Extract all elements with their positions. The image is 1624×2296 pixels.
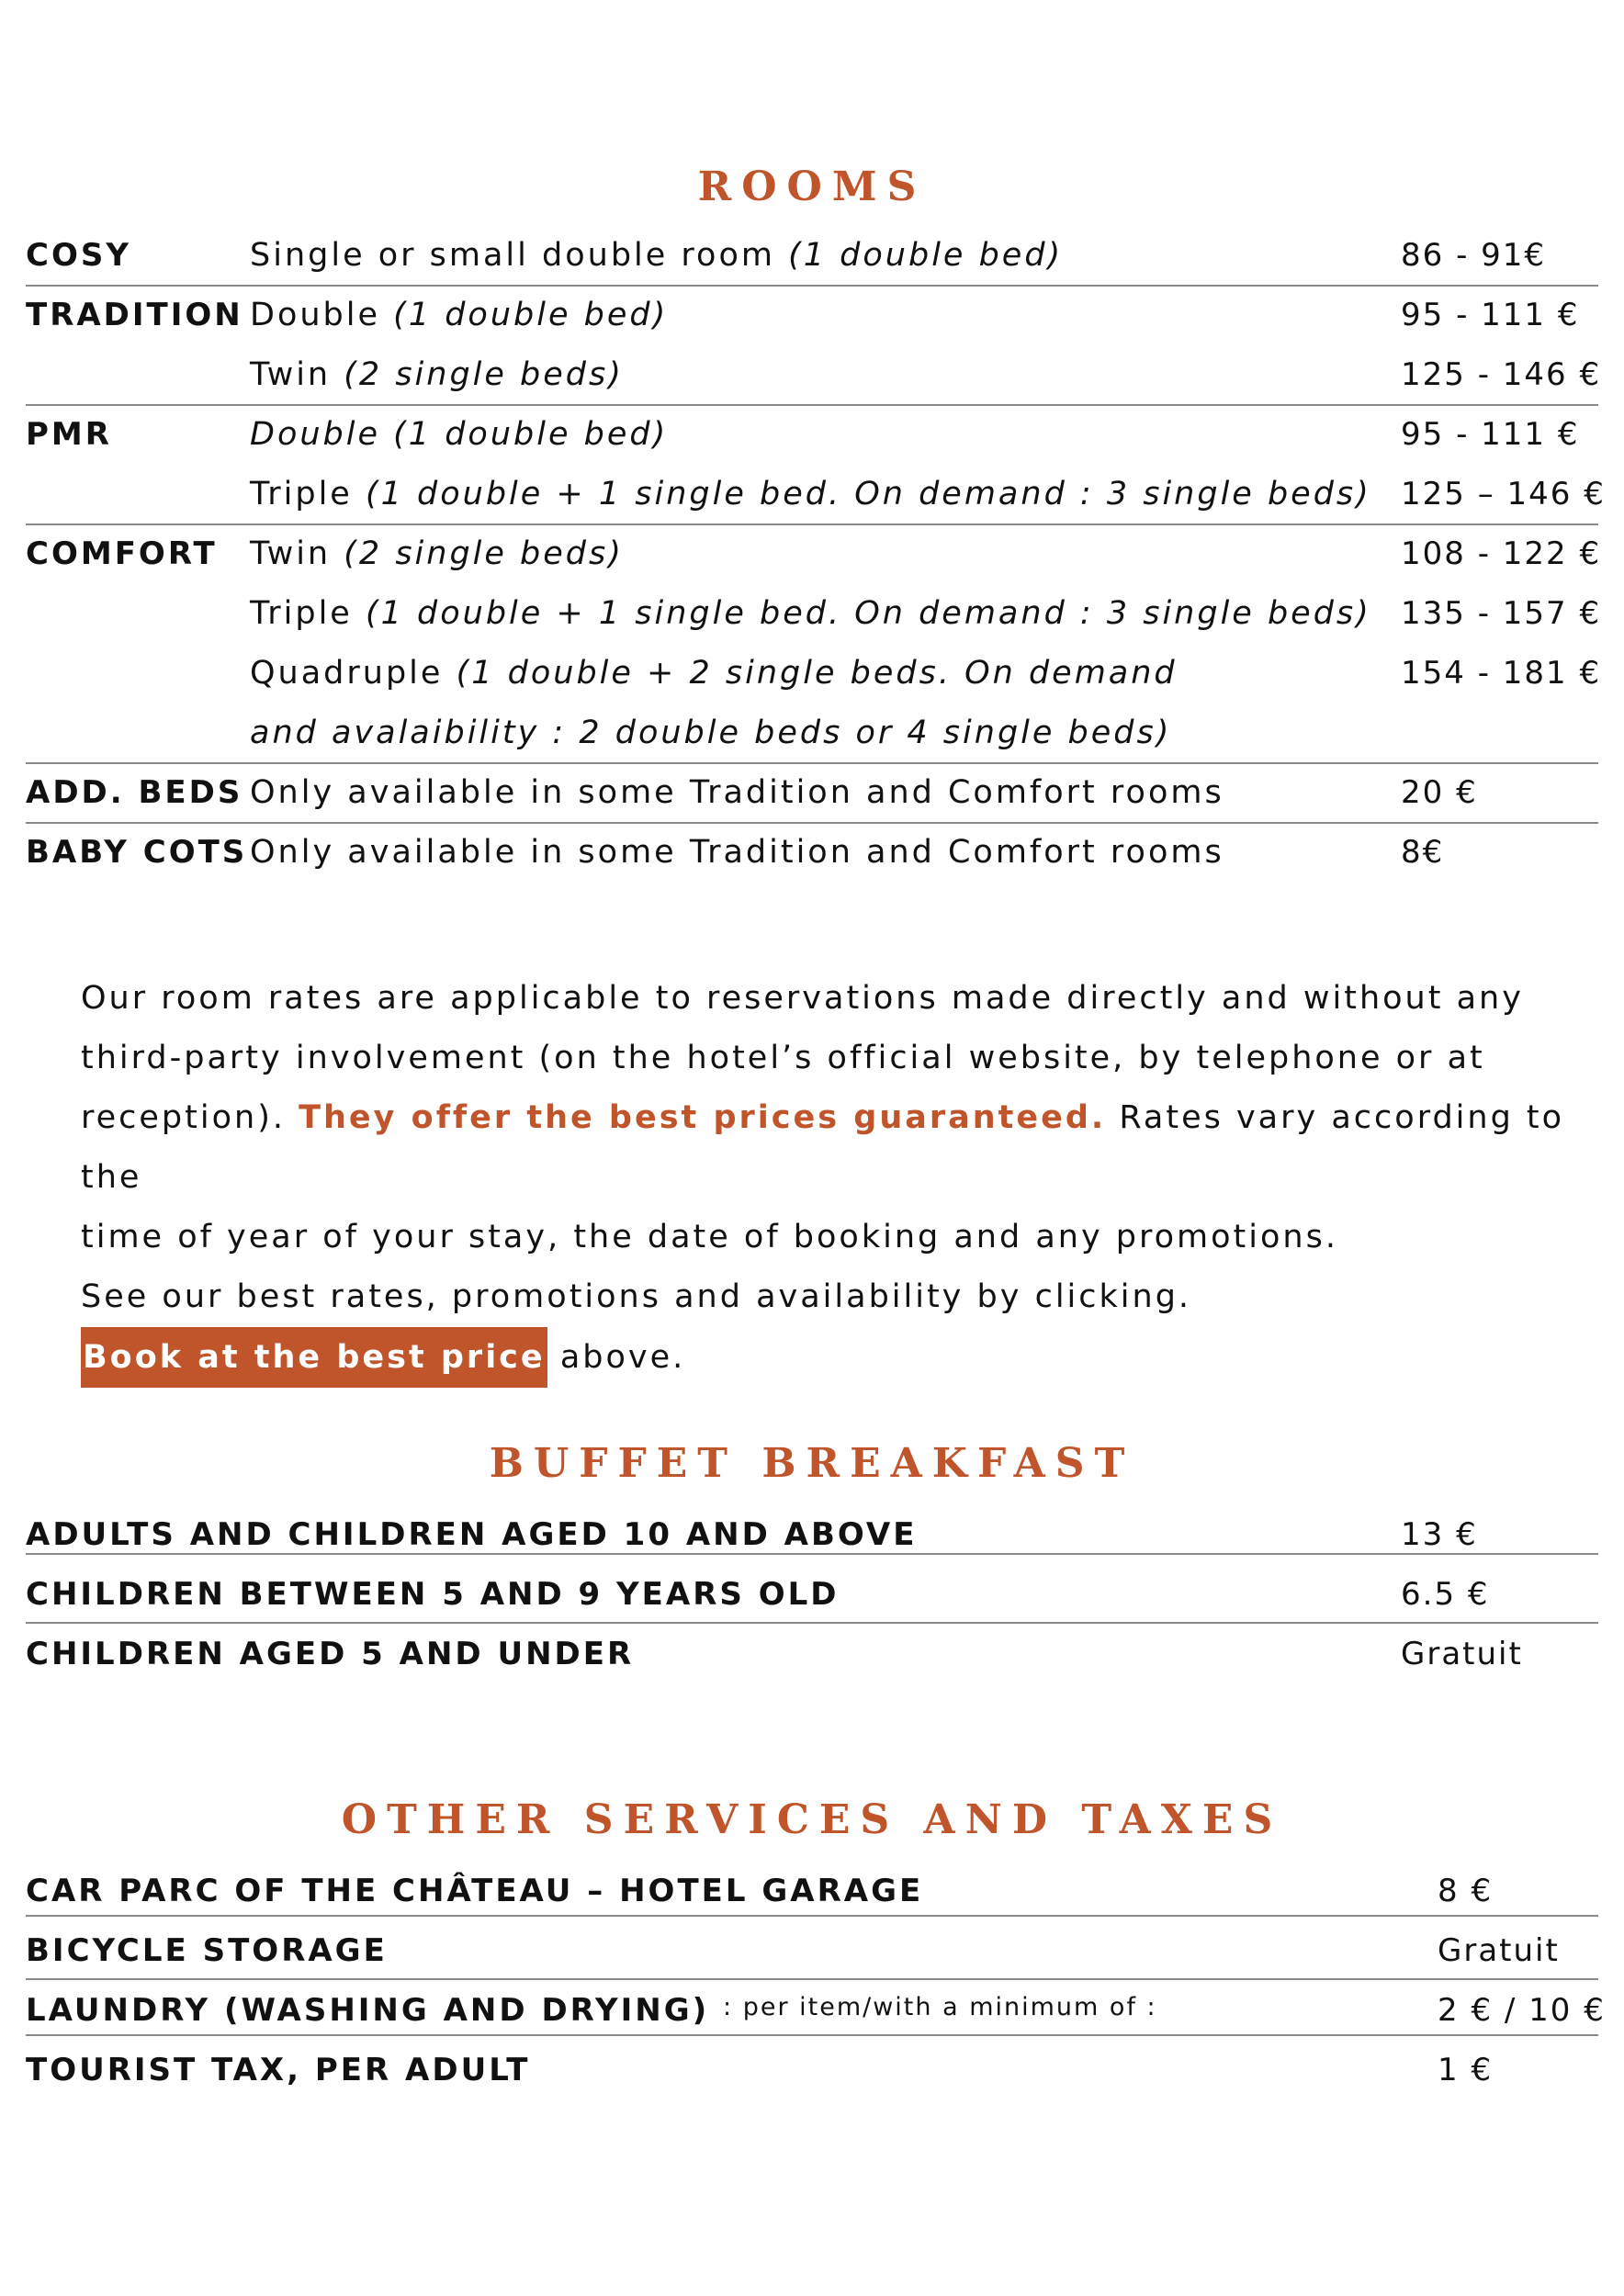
info-line [81,1088,1587,1208]
rates-info-paragraph [81,969,1587,1388]
room-label: Triple [250,595,353,632]
breakfast-price: 13 € [1401,1516,1478,1553]
breakfast-heading: BUFFET BREAKFAST [489,1440,1135,1487]
room-bed-detail: (1 double bed) [393,297,669,333]
room-bed-detail: (2 single beds) [344,356,624,393]
breakfast-item: CHILDREN BETWEEN 5 AND 9 YEARS OLD [26,1576,840,1613]
service-price: 8 € [1438,1873,1494,1909]
room-bed-detail: (1 double + 2 single beds. On demand [456,655,1178,692]
service-price: 1 € [1438,2052,1494,2088]
room-label: Twin [250,356,332,393]
divider [26,1915,1598,1917]
info-line: time of year of your stay, the date of booking and any promotions. [81,1219,1338,1255]
room-description [250,595,1371,632]
room-description [250,476,1371,512]
room-price: 20 € [1401,774,1478,811]
divider [26,523,1598,525]
room-price: 125 – 146 € [1401,476,1606,512]
room-label: Quadruple [250,655,444,692]
room-description [250,416,668,453]
service-label: LAUNDRY (WASHING AND DRYING) [26,1992,710,2029]
breakfast-item: ADULTS AND CHILDREN AGED 10 AND ABOVE [26,1516,918,1553]
info-text: reception). [81,1099,286,1136]
room-category-tradition: TRADITION [26,297,243,333]
room-description [250,237,1063,274]
room-price: 8€ [1401,834,1445,871]
room-label: Triple [250,476,353,512]
divider [26,1553,1598,1555]
room-description [250,715,1171,751]
room-price: 125 - 146 € [1401,356,1602,393]
room-category-baby-cots: BABY COTS [26,834,248,871]
room-description [250,774,1224,811]
room-label: Only available in some Tradition and Comfort rooms [250,774,1224,811]
room-category-pmr: PMR [26,416,112,453]
room-label: Single or small double room [250,237,775,274]
room-label: Only available in some Tradition and Comfort rooms [250,834,1224,871]
room-description [250,535,624,572]
room-label: Double [250,297,381,333]
room-bed-detail: (1 double + 1 single bed. On demand : 3 single beds) [365,595,1371,632]
service-price: Gratuit [1438,1932,1560,1969]
room-category-comfort: COMFORT [26,535,218,572]
divider [26,822,1598,824]
info-line [81,1327,1587,1388]
room-description [250,834,1224,871]
room-bed-detail: Double (1 double bed) [250,416,669,453]
divider [26,285,1598,287]
room-price: 95 - 111 € [1401,297,1580,333]
room-bed-detail: (2 single beds) [344,535,624,572]
divider [26,2034,1598,2036]
service-item: BICYCLE STORAGE [26,1932,388,1969]
breakfast-item: CHILDREN AGED 5 AND UNDER [26,1636,635,1672]
room-price: 86 - 91€ [1401,237,1547,274]
service-item: CAR PARC OF THE CHÂTEAU – HOTEL GARAGE [26,1873,924,1909]
service-item: TOURIST TAX, PER ADULT [26,2052,531,2088]
services-heading: OTHER SERVICES AND TAXES [341,1796,1283,1843]
breakfast-price: Gratuit [1401,1636,1523,1672]
info-text: Rates vary according to the [81,1099,1565,1196]
best-price-highlight: They offer the best prices guaranteed. [299,1099,1107,1136]
breakfast-price: 6.5 € [1401,1576,1490,1613]
room-description [250,655,1178,692]
room-bed-detail: and avalaibility : 2 double beds or 4 single beds) [250,715,1172,751]
info-text: above. [559,1339,686,1376]
divider [26,1622,1598,1624]
divider [26,762,1598,764]
room-description [250,356,624,393]
room-price: 154 - 181 € [1401,655,1602,692]
service-note: : per item/with a minimum of : [723,1993,1157,2021]
room-category-add-beds: ADD. BEDS [26,774,243,811]
divider [26,1978,1598,1980]
service-price: 2 € / 10 € [1438,1992,1606,2029]
room-price: 95 - 111 € [1401,416,1580,453]
room-category-cosy: COSY [26,237,131,274]
info-line: See our best rates, promotions and availability by clicking. [81,1278,1192,1315]
room-price: 108 - 122 € [1401,535,1602,572]
room-bed-detail: (1 double bed) [788,237,1064,274]
room-description [250,297,668,333]
info-line: Our room rates are applicable to reservations made directly and without any [81,980,1524,1017]
room-label: Twin [250,535,332,572]
rooms-heading: ROOMS [697,163,927,210]
divider [26,404,1598,406]
book-best-price-button[interactable]: Book at the best price [81,1327,547,1388]
info-line: third-party involvement (on the hotel’s official website, by telephone or at [81,1040,1485,1076]
service-item [26,1992,1157,2029]
room-price: 135 - 157 € [1401,595,1602,632]
room-bed-detail: (1 double + 1 single bed. On demand : 3 single beds) [365,476,1371,512]
